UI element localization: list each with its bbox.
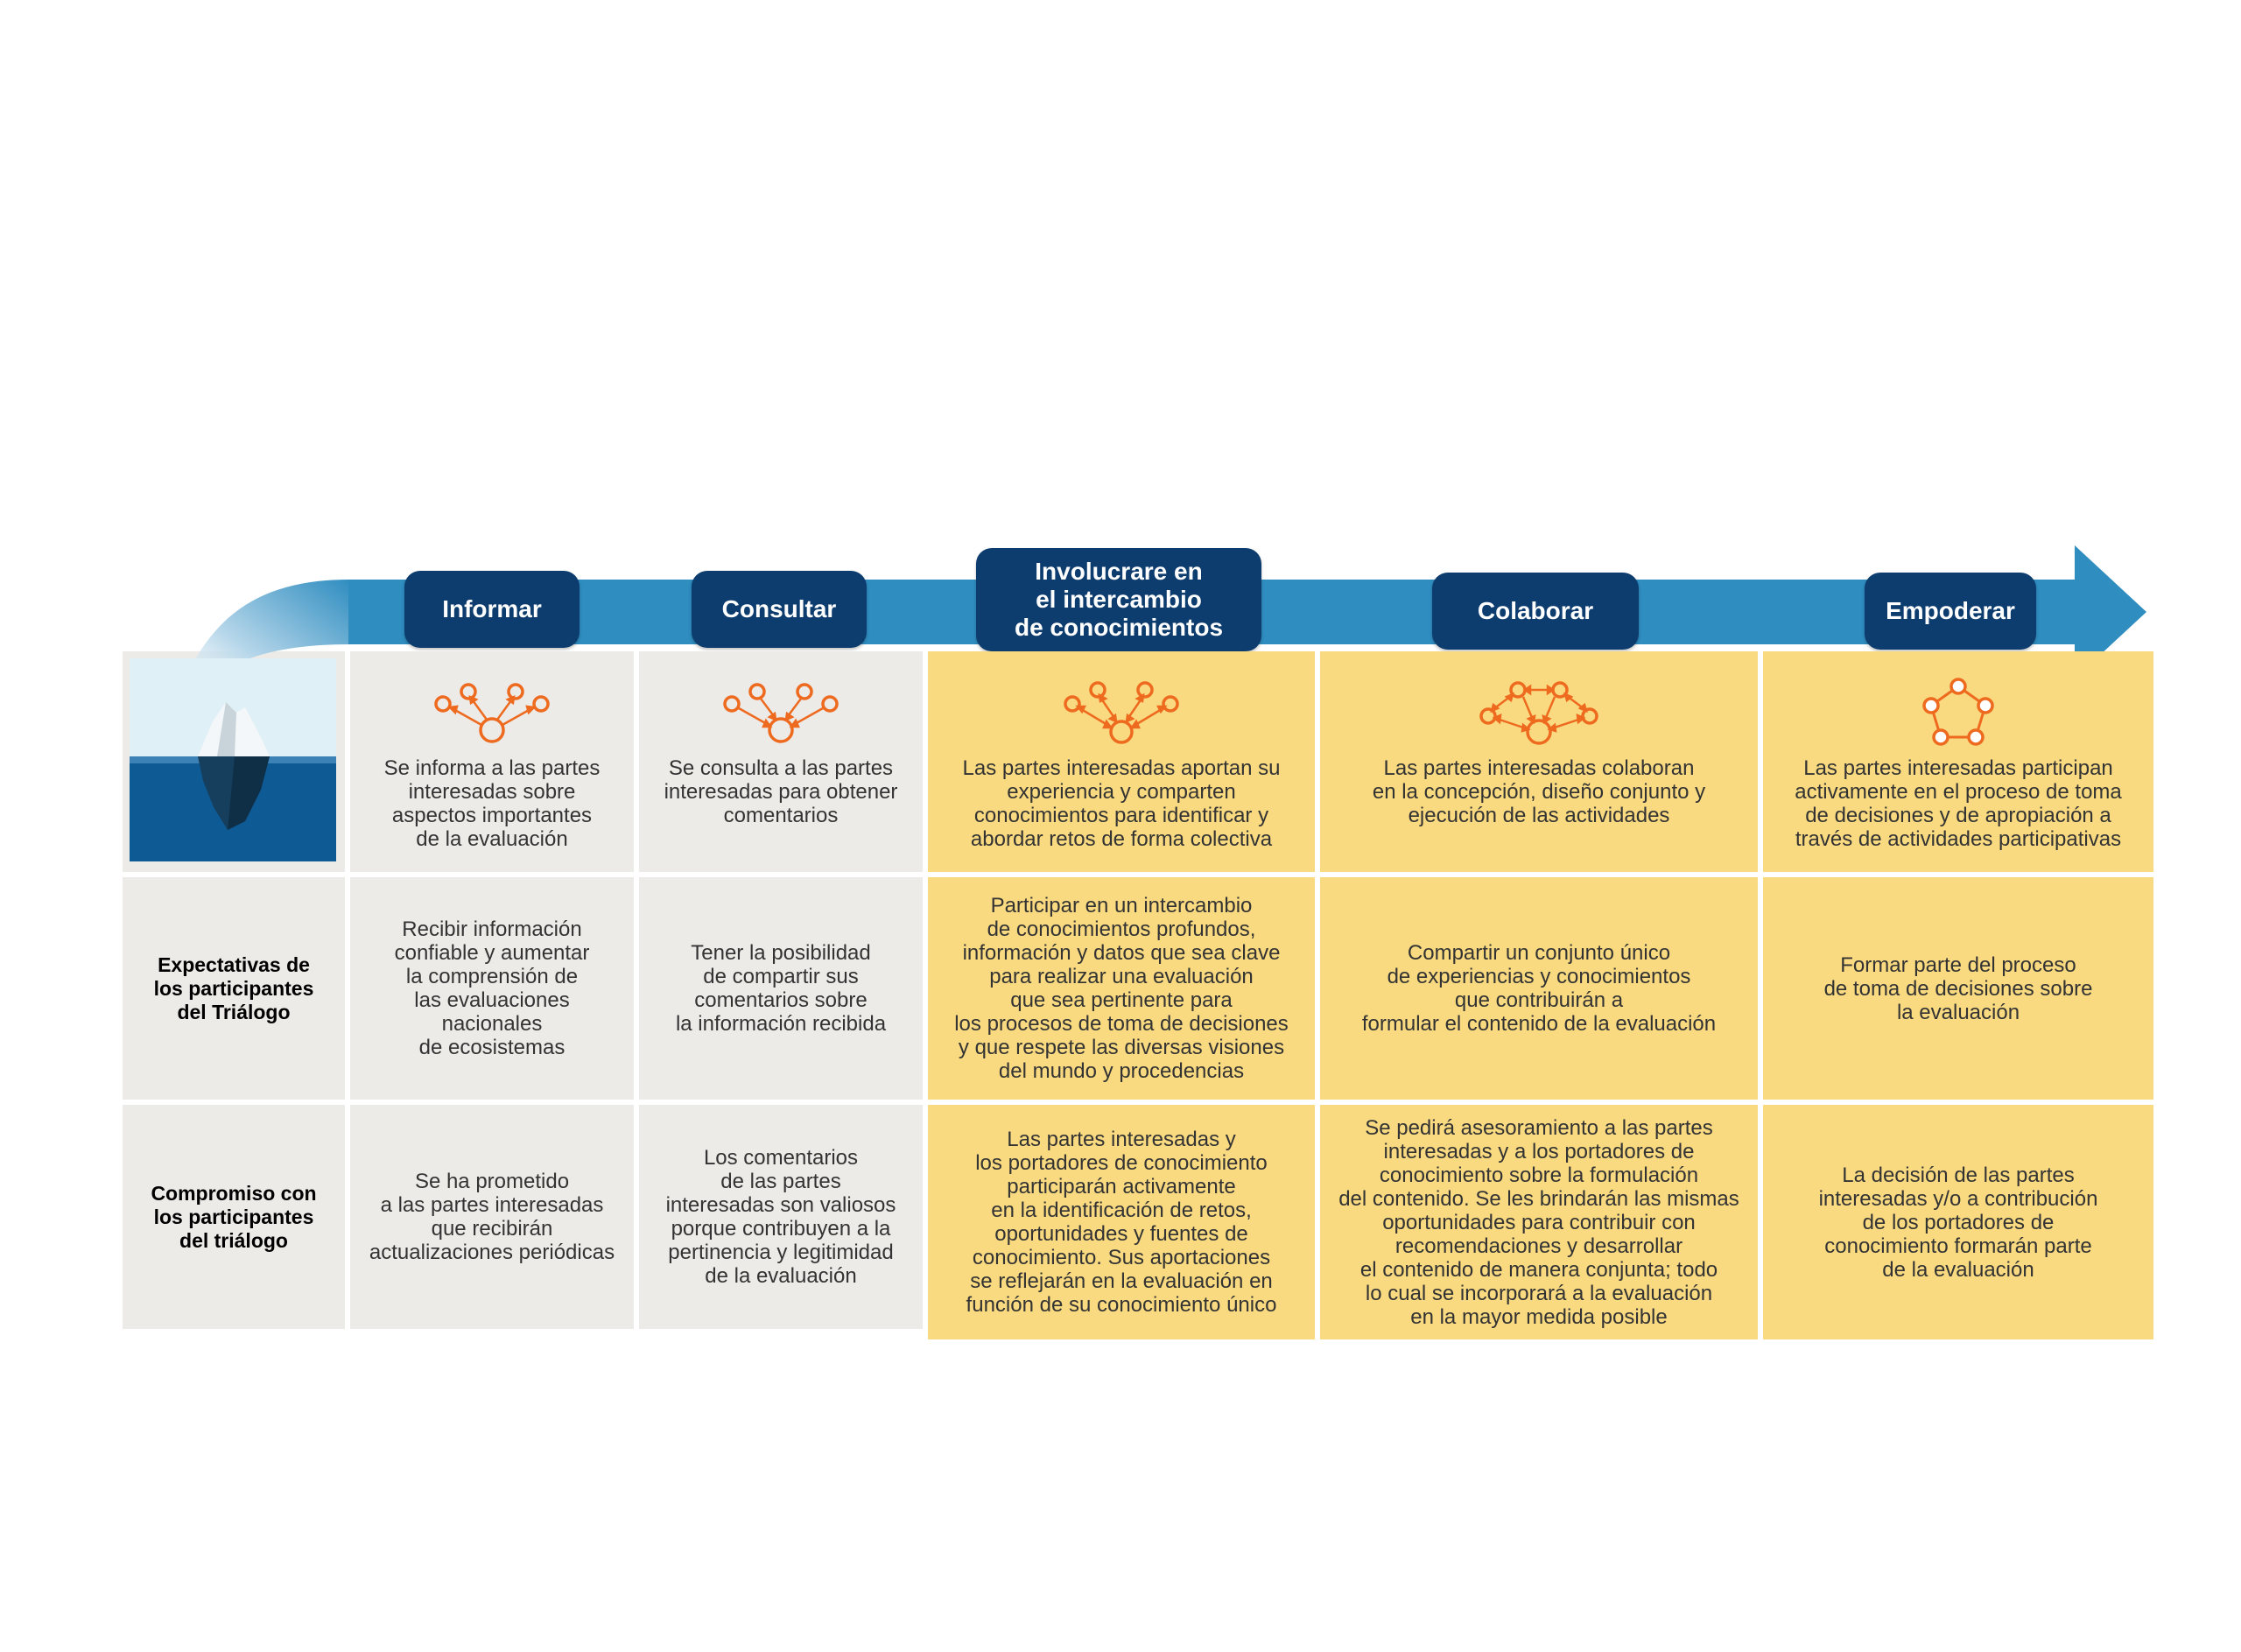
commitment-consultar: Los comentarios de las partes interesadas son valiosos porque contribuyen a la pertinencia y legitimidad de la evaluación xyxy=(639,1105,923,1329)
expectation-involucrar: Participar en un intercambio de conocimientos profundos, información y datos que sea clave para realizar una evaluación que sea pertinente para los procesos de toma de decisiones y que respete las diversas visiones del mundo y procedencias xyxy=(928,877,1315,1100)
pentagon-network-icon xyxy=(1897,678,2020,748)
stage-pill-colaborar: Colaborar xyxy=(1432,573,1639,650)
description-colaborar: Las partes interesadas colaboran en la concepción, diseño conjunto y ejecución de las actividades xyxy=(1372,756,1706,827)
description-cell-informar xyxy=(350,651,634,872)
one-to-many-outward-icon xyxy=(431,678,553,748)
commitment-empoderar: La decisión de las partes interesadas y/o a contribución de los portadores de conocimiento formarán parte de la evaluación xyxy=(1763,1105,2153,1339)
description-cell-consultar xyxy=(639,651,923,872)
description-cell-colaborar xyxy=(1320,651,1758,872)
two-way-exchange-icon xyxy=(1060,678,1183,748)
stage-pill-empoderar: Empoderar xyxy=(1865,573,2036,650)
description-empoderar: Las partes interesadas participan activamente en el proceso de toma de decisiones y de apropiación a través de actividades participativas xyxy=(1795,756,2122,851)
stage-pill-involucrar: Involucrare en el intercambio de conocimientos xyxy=(976,548,1261,651)
expectation-informar: Recibir información confiable y aumentar la comprensión de las evaluaciones nacionales de ecosistemas xyxy=(350,877,634,1100)
iceberg-image xyxy=(130,658,336,861)
commitment-informar: Se ha prometido a las partes interesadas que recibirán actualizaciones periódicas xyxy=(350,1105,634,1329)
commitment-colaborar: Se pedirá asesoramiento a las partes interesadas y a los portadores de conocimiento sobre la formulación del contenido. Se les brindarán las mismas oportunidades para contribuir con recomendaciones y desarrollar el contenido de manera conjunta; todo lo cual se incorporará a la evaluación en la mayor medida posible xyxy=(1320,1105,1758,1339)
description-involucrar: Las partes interesadas aportan su experiencia y comparten conocimientos para identificar y abordar retos de forma colectiva xyxy=(962,756,1281,851)
row-label-expectations: Expectativas de los participantes del Triálogo xyxy=(123,877,345,1100)
stage-pill-informar: Informar xyxy=(404,571,580,648)
description-cell-empoderar xyxy=(1763,651,2153,872)
network-collaboration-icon xyxy=(1473,678,1605,748)
expectation-empoderar: Formar parte del proceso de toma de decisiones sobre la evaluación xyxy=(1763,877,2153,1100)
description-informar: Se informa a las partes interesadas sobre aspectos importantes de la evaluación xyxy=(383,756,601,851)
row-label-commitment: Compromiso con los participantes del triálogo xyxy=(123,1105,345,1329)
stage-pill-consultar: Consultar xyxy=(692,571,867,648)
many-to-one-inward-icon xyxy=(720,678,842,748)
commitment-involucrar: Las partes interesadas y los portadores de conocimiento participarán activamente en la identificación de retos, oportunidades y fuentes de conocimiento. Sus aportaciones se reflejarán en la evaluación en función de su conocimiento único xyxy=(928,1105,1315,1339)
expectation-colaborar: Compartir un conjunto único de experiencias y conocimientos que contribuirán a formular el contenido de la evaluación xyxy=(1320,877,1758,1100)
expectation-consultar: Tener la posibilidad de compartir sus comentarios sobre la información recibida xyxy=(639,877,923,1100)
description-consultar: Se consulta a las partes interesadas para obtener comentarios xyxy=(664,756,898,827)
description-cell-involucrar xyxy=(928,651,1315,872)
